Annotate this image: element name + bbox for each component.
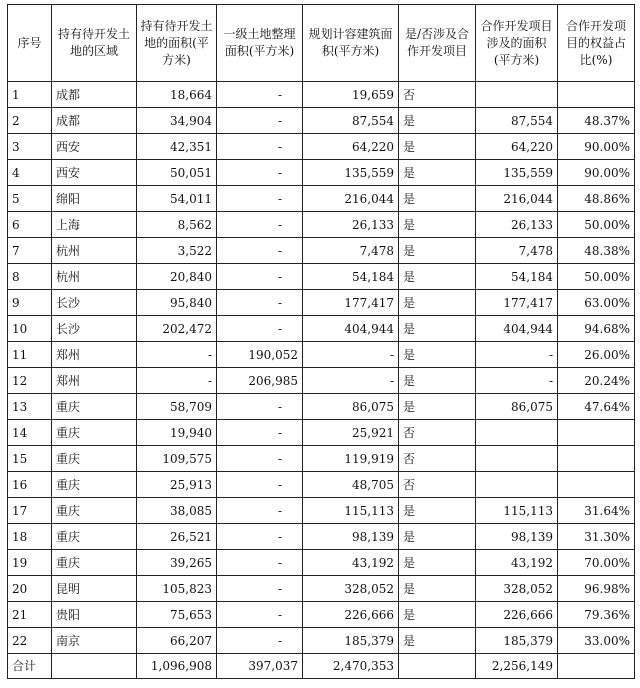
- table-row: [8, 394, 635, 420]
- cell-region: 杭州: [52, 264, 137, 290]
- cell-land-area: 54,011: [137, 186, 217, 212]
- cell-coop-area: -: [476, 342, 558, 368]
- cell-cooperative: 否: [399, 420, 476, 446]
- cell-equity-ratio: 20.24%: [558, 368, 635, 394]
- cell-planned-gfa: 43,192: [303, 550, 399, 576]
- table-row: [8, 108, 635, 134]
- cell-land-area: 202,472: [137, 316, 217, 342]
- total-cell: 1,096,908: [137, 654, 217, 679]
- table-row: [8, 472, 635, 498]
- cell-equity-ratio: 96.98%: [558, 576, 635, 602]
- cell-region: 重庆: [52, 524, 137, 550]
- cell-region: 贵阳: [52, 602, 137, 628]
- cell-planned-gfa: 177,417: [303, 290, 399, 316]
- cell-cooperative: 是: [399, 108, 476, 134]
- cell-equity-ratio: 31.30%: [558, 524, 635, 550]
- cell-coop-area: 86,075: [476, 394, 558, 420]
- cell-index: 6: [8, 212, 52, 238]
- cell-land-area: 8,562: [137, 212, 217, 238]
- cell-coop-area: [476, 446, 558, 472]
- table-row: [8, 238, 635, 264]
- header-cooperative: 是/否涉及合作开发项目: [399, 5, 476, 82]
- cell-region: 昆明: [52, 576, 137, 602]
- cell-planned-gfa: 54,184: [303, 264, 399, 290]
- cell-planned-gfa: 185,379: [303, 628, 399, 654]
- cell-region: 重庆: [52, 472, 137, 498]
- cell-cooperative: 否: [399, 82, 476, 108]
- table-row: [8, 550, 635, 576]
- cell-cooperative: 是: [399, 550, 476, 576]
- cell-region: 南京: [52, 628, 137, 654]
- cell-equity-ratio: 50.00%: [558, 212, 635, 238]
- cell-land-area: 19,940: [137, 420, 217, 446]
- cell-land-area: 109,575: [137, 446, 217, 472]
- cell-index: 18: [8, 524, 52, 550]
- cell-region: 重庆: [52, 394, 137, 420]
- cell-primary-land-area: -: [217, 394, 303, 420]
- cell-primary-land-area: -: [217, 212, 303, 238]
- cell-cooperative: 是: [399, 264, 476, 290]
- cell-land-area: 3,522: [137, 238, 217, 264]
- table-row: [8, 186, 635, 212]
- cell-index: 16: [8, 472, 52, 498]
- cell-cooperative: 是: [399, 368, 476, 394]
- cell-planned-gfa: 328,052: [303, 576, 399, 602]
- cell-coop-area: [476, 472, 558, 498]
- cell-cooperative: 是: [399, 238, 476, 264]
- cell-planned-gfa: -: [303, 368, 399, 394]
- total-cell: [399, 654, 476, 679]
- cell-region: 长沙: [52, 290, 137, 316]
- cell-region: 重庆: [52, 446, 137, 472]
- cell-cooperative: 是: [399, 628, 476, 654]
- cell-coop-area: 185,379: [476, 628, 558, 654]
- cell-region: 杭州: [52, 238, 137, 264]
- cell-cooperative: 是: [399, 316, 476, 342]
- cell-coop-area: 216,044: [476, 186, 558, 212]
- cell-land-area: -: [137, 368, 217, 394]
- table-row: [8, 602, 635, 628]
- cell-equity-ratio: 47.64%: [558, 394, 635, 420]
- cell-index: 22: [8, 628, 52, 654]
- header-region: 持有待开发土地的区域: [52, 5, 137, 82]
- cell-equity-ratio: 48.37%: [558, 108, 635, 134]
- cell-equity-ratio: 90.00%: [558, 134, 635, 160]
- cell-primary-land-area: -: [217, 108, 303, 134]
- cell-equity-ratio: [558, 82, 635, 108]
- cell-coop-area: -: [476, 368, 558, 394]
- cell-planned-gfa: 87,554: [303, 108, 399, 134]
- cell-equity-ratio: [558, 446, 635, 472]
- cell-region: 上海: [52, 212, 137, 238]
- cell-primary-land-area: -: [217, 446, 303, 472]
- cell-index: 13: [8, 394, 52, 420]
- cell-cooperative: 是: [399, 498, 476, 524]
- cell-equity-ratio: 33.00%: [558, 628, 635, 654]
- cell-primary-land-area: -: [217, 186, 303, 212]
- header-row: [8, 5, 635, 82]
- cell-planned-gfa: 25,921: [303, 420, 399, 446]
- cell-primary-land-area: -: [217, 420, 303, 446]
- cell-primary-land-area: -: [217, 82, 303, 108]
- cell-equity-ratio: 63.00%: [558, 290, 635, 316]
- cell-equity-ratio: [558, 420, 635, 446]
- cell-coop-area: 87,554: [476, 108, 558, 134]
- cell-equity-ratio: 48.86%: [558, 186, 635, 212]
- cell-planned-gfa: 135,559: [303, 160, 399, 186]
- cell-primary-land-area: -: [217, 576, 303, 602]
- header-index: 序号: [8, 5, 52, 82]
- cell-coop-area: 328,052: [476, 576, 558, 602]
- cell-index: 2: [8, 108, 52, 134]
- cell-primary-land-area: -: [217, 602, 303, 628]
- cell-region: 郑州: [52, 342, 137, 368]
- table-row: [8, 212, 635, 238]
- cell-primary-land-area: -: [217, 290, 303, 316]
- cell-cooperative: 是: [399, 212, 476, 238]
- table-body: [8, 82, 635, 679]
- cell-equity-ratio: 26.00%: [558, 342, 635, 368]
- cell-land-area: 38,085: [137, 498, 217, 524]
- total-cell: [52, 654, 137, 679]
- cell-equity-ratio: 31.64%: [558, 498, 635, 524]
- cell-land-area: 58,709: [137, 394, 217, 420]
- cell-cooperative: 是: [399, 524, 476, 550]
- header-land-area: 持有待开发土地的面积(平方米): [137, 5, 217, 82]
- cell-equity-ratio: 50.00%: [558, 264, 635, 290]
- table-row: [8, 134, 635, 160]
- total-label: 合计: [8, 654, 52, 679]
- cell-region: 绵阳: [52, 186, 137, 212]
- cell-index: 9: [8, 290, 52, 316]
- cell-index: 14: [8, 420, 52, 446]
- cell-primary-land-area: -: [217, 472, 303, 498]
- cell-coop-area: 135,559: [476, 160, 558, 186]
- cell-land-area: 75,653: [137, 602, 217, 628]
- cell-planned-gfa: 19,659: [303, 82, 399, 108]
- cell-region: 重庆: [52, 498, 137, 524]
- cell-planned-gfa: 48,705: [303, 472, 399, 498]
- cell-region: 成都: [52, 108, 137, 134]
- cell-primary-land-area: -: [217, 550, 303, 576]
- cell-land-area: 50,051: [137, 160, 217, 186]
- cell-index: 20: [8, 576, 52, 602]
- cell-region: 西安: [52, 160, 137, 186]
- cell-index: 19: [8, 550, 52, 576]
- table-row: [8, 316, 635, 342]
- cell-cooperative: 是: [399, 602, 476, 628]
- table-row: [8, 524, 635, 550]
- cell-coop-area: 7,478: [476, 238, 558, 264]
- cell-region: 郑州: [52, 368, 137, 394]
- table-row: [8, 82, 635, 108]
- cell-primary-land-area: -: [217, 524, 303, 550]
- header-equity-ratio: 合作开发项目的权益占比(%): [558, 5, 635, 82]
- cell-planned-gfa: 26,133: [303, 212, 399, 238]
- cell-primary-land-area: -: [217, 264, 303, 290]
- cell-coop-area: 64,220: [476, 134, 558, 160]
- cell-index: 10: [8, 316, 52, 342]
- cell-coop-area: 177,417: [476, 290, 558, 316]
- cell-land-area: 18,664: [137, 82, 217, 108]
- cell-land-area: 25,913: [137, 472, 217, 498]
- cell-index: 21: [8, 602, 52, 628]
- cell-land-area: 26,521: [137, 524, 217, 550]
- cell-equity-ratio: 48.38%: [558, 238, 635, 264]
- cell-coop-area: 98,139: [476, 524, 558, 550]
- table-row: [8, 498, 635, 524]
- cell-planned-gfa: 119,919: [303, 446, 399, 472]
- cell-cooperative: 是: [399, 342, 476, 368]
- table-row: [8, 342, 635, 368]
- table-container: [7, 4, 635, 679]
- cell-region: 成都: [52, 82, 137, 108]
- total-cell: 397,037: [217, 654, 303, 679]
- cell-index: 8: [8, 264, 52, 290]
- cell-primary-land-area: 206,985: [217, 368, 303, 394]
- cell-primary-land-area: 190,052: [217, 342, 303, 368]
- cell-cooperative: 否: [399, 472, 476, 498]
- cell-coop-area: [476, 420, 558, 446]
- cell-index: 17: [8, 498, 52, 524]
- cell-index: 5: [8, 186, 52, 212]
- cell-coop-area: [476, 82, 558, 108]
- total-cell: [558, 654, 635, 679]
- header-coop-area: 合作开发项目涉及的面积(平方米): [476, 5, 558, 82]
- cell-land-area: 105,823: [137, 576, 217, 602]
- cell-index: 1: [8, 82, 52, 108]
- total-row: [8, 654, 635, 679]
- cell-planned-gfa: 64,220: [303, 134, 399, 160]
- cell-equity-ratio: 79.36%: [558, 602, 635, 628]
- cell-planned-gfa: -: [303, 342, 399, 368]
- cell-equity-ratio: 94.68%: [558, 316, 635, 342]
- cell-region: 重庆: [52, 420, 137, 446]
- cell-cooperative: 是: [399, 576, 476, 602]
- cell-coop-area: 404,944: [476, 316, 558, 342]
- cell-region: 西安: [52, 134, 137, 160]
- cell-primary-land-area: -: [217, 238, 303, 264]
- table-row: [8, 264, 635, 290]
- table-row: [8, 628, 635, 654]
- cell-primary-land-area: -: [217, 134, 303, 160]
- cell-planned-gfa: 216,044: [303, 186, 399, 212]
- cell-coop-area: 43,192: [476, 550, 558, 576]
- cell-primary-land-area: -: [217, 498, 303, 524]
- total-cell: 2,470,353: [303, 654, 399, 679]
- cell-land-area: 20,840: [137, 264, 217, 290]
- cell-equity-ratio: [558, 472, 635, 498]
- cell-land-area: 39,265: [137, 550, 217, 576]
- cell-coop-area: 226,666: [476, 602, 558, 628]
- cell-land-area: 42,351: [137, 134, 217, 160]
- land-holdings-table: [7, 4, 635, 679]
- cell-cooperative: 是: [399, 134, 476, 160]
- table-row: [8, 368, 635, 394]
- cell-region: 重庆: [52, 550, 137, 576]
- cell-planned-gfa: 86,075: [303, 394, 399, 420]
- cell-coop-area: 26,133: [476, 212, 558, 238]
- cell-index: 7: [8, 238, 52, 264]
- cell-equity-ratio: 90.00%: [558, 160, 635, 186]
- cell-cooperative: 是: [399, 394, 476, 420]
- cell-planned-gfa: 7,478: [303, 238, 399, 264]
- total-cell: 2,256,149: [476, 654, 558, 679]
- cell-land-area: 34,904: [137, 108, 217, 134]
- cell-index: 4: [8, 160, 52, 186]
- table-row: [8, 446, 635, 472]
- table-row: [8, 420, 635, 446]
- cell-land-area: -: [137, 342, 217, 368]
- cell-cooperative: 否: [399, 446, 476, 472]
- cell-cooperative: 是: [399, 160, 476, 186]
- cell-primary-land-area: -: [217, 160, 303, 186]
- cell-planned-gfa: 226,666: [303, 602, 399, 628]
- cell-equity-ratio: 70.00%: [558, 550, 635, 576]
- cell-planned-gfa: 115,113: [303, 498, 399, 524]
- cell-planned-gfa: 98,139: [303, 524, 399, 550]
- cell-primary-land-area: -: [217, 316, 303, 342]
- cell-primary-land-area: -: [217, 628, 303, 654]
- header-planned-gfa: 规划计容建筑面积(平方米): [303, 5, 399, 82]
- cell-coop-area: 54,184: [476, 264, 558, 290]
- cell-planned-gfa: 404,944: [303, 316, 399, 342]
- cell-cooperative: 是: [399, 186, 476, 212]
- cell-index: 12: [8, 368, 52, 394]
- cell-index: 15: [8, 446, 52, 472]
- cell-region: 长沙: [52, 316, 137, 342]
- cell-land-area: 66,207: [137, 628, 217, 654]
- table-row: [8, 576, 635, 602]
- header-primary-land-area: 一级土地整理面积(平方米): [217, 5, 303, 82]
- cell-land-area: 95,840: [137, 290, 217, 316]
- cell-cooperative: 是: [399, 290, 476, 316]
- cell-index: 3: [8, 134, 52, 160]
- table-row: [8, 160, 635, 186]
- cell-index: 11: [8, 342, 52, 368]
- cell-coop-area: 115,113: [476, 498, 558, 524]
- table-row: [8, 290, 635, 316]
